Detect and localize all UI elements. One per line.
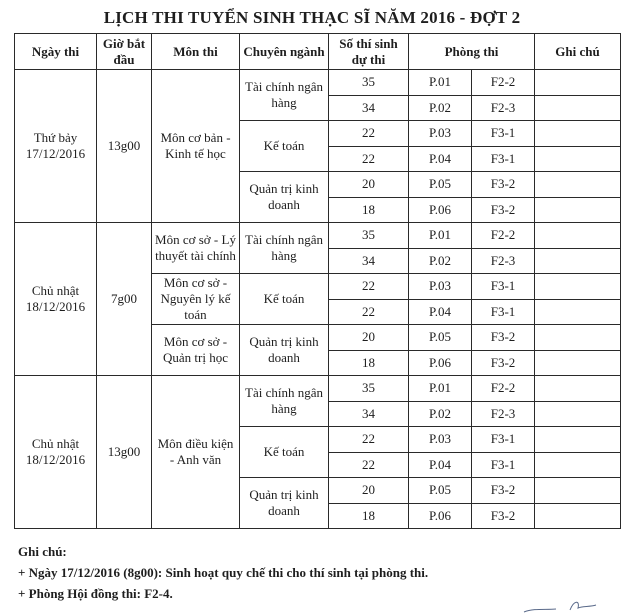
table-row [15, 376, 621, 402]
candidate-count: 18 [329, 350, 409, 376]
header-room: Phòng thi [409, 34, 535, 70]
candidate-count: 22 [329, 146, 409, 172]
note-cell [535, 452, 621, 478]
room-code: P.02 [409, 401, 472, 427]
major-name: Kế toán [240, 427, 329, 478]
candidate-count: 22 [329, 299, 409, 325]
major-name: Quản trị kinh doanh [240, 478, 329, 529]
room-code: P.05 [409, 478, 472, 504]
exam-date: Chủ nhật 18/12/2016 [15, 223, 97, 376]
note-cell [535, 274, 621, 300]
candidate-count: 22 [329, 274, 409, 300]
start-time: 7g00 [97, 223, 152, 376]
room-code: P.03 [409, 121, 472, 147]
candidate-count: 22 [329, 427, 409, 453]
note-cell [535, 478, 621, 504]
building-code: F3-2 [472, 172, 535, 198]
room-code: P.06 [409, 503, 472, 529]
building-code: F2-2 [472, 70, 535, 96]
note-cell [535, 350, 621, 376]
room-code: P.05 [409, 172, 472, 198]
exam-date: Chủ nhật 18/12/2016 [15, 376, 97, 529]
note-cell [535, 427, 621, 453]
candidate-count: 22 [329, 452, 409, 478]
note-cell [535, 197, 621, 223]
note-cell [535, 503, 621, 529]
major-name: Tài chính ngân hàng [240, 223, 329, 274]
building-code: F2-3 [472, 95, 535, 121]
note-cell [535, 376, 621, 402]
exam-subject: Môn điều kiện - Anh văn [152, 376, 240, 529]
candidate-count: 35 [329, 223, 409, 249]
major-name: Quản trị kinh doanh [240, 325, 329, 376]
room-code: P.06 [409, 197, 472, 223]
candidate-count: 34 [329, 401, 409, 427]
note-cell [535, 146, 621, 172]
note-cell [535, 172, 621, 198]
room-code: P.02 [409, 95, 472, 121]
candidate-count: 22 [329, 121, 409, 147]
building-code: F3-2 [472, 503, 535, 529]
candidate-count: 18 [329, 197, 409, 223]
building-code: F3-1 [472, 427, 535, 453]
note-cell [535, 95, 621, 121]
candidate-count: 20 [329, 478, 409, 504]
page-title: LỊCH THI TUYỂN SINH THẠC SĨ NĂM 2016 - ĐỢT 2 [103, 8, 521, 27]
building-code: F3-1 [472, 299, 535, 325]
building-code: F2-3 [472, 248, 535, 274]
candidate-count: 20 [329, 172, 409, 198]
room-code: P.06 [409, 350, 472, 376]
note-cell [535, 70, 621, 96]
building-code: F3-2 [472, 325, 535, 351]
table-row [15, 223, 621, 249]
major-name: Quản trị kinh doanh [240, 172, 329, 223]
exam-date: Thứ bảy 17/12/2016 [15, 70, 97, 223]
building-code: F3-2 [472, 197, 535, 223]
building-code: F2-2 [472, 223, 535, 249]
building-code: F3-1 [472, 274, 535, 300]
candidate-count: 35 [329, 376, 409, 402]
note-cell [535, 121, 621, 147]
header-count: Số thí sinh dự thi [329, 34, 409, 70]
header-note: Ghi chú [535, 34, 621, 70]
room-code: P.01 [409, 223, 472, 249]
building-code: F3-1 [472, 121, 535, 147]
building-code: F3-2 [472, 478, 535, 504]
note-item: + Ngày 17/12/2016 (8g00): Sinh hoạt quy chế thi cho thí sinh tại phòng thi. [18, 565, 429, 580]
candidate-count: 20 [329, 325, 409, 351]
building-code: F3-1 [472, 452, 535, 478]
note-item: + Phòng Hội đồng thi: F2-4. [18, 586, 173, 601]
building-code: F3-2 [472, 350, 535, 376]
note-cell [535, 325, 621, 351]
header-subject: Môn thi [152, 34, 240, 70]
notes-heading: Ghi chú: [18, 544, 67, 559]
room-code: P.04 [409, 452, 472, 478]
notes-section [18, 541, 618, 604]
note-cell [535, 223, 621, 249]
header-time: Giờ bắt đầu [97, 34, 152, 70]
candidate-count: 34 [329, 248, 409, 274]
building-code: F2-3 [472, 401, 535, 427]
exam-subject: Môn cơ sở - Quản trị học [152, 325, 240, 376]
room-code: P.03 [409, 274, 472, 300]
room-code: P.05 [409, 325, 472, 351]
start-time: 13g00 [97, 376, 152, 529]
handwriting-mark [520, 598, 600, 614]
candidate-count: 34 [329, 95, 409, 121]
major-name: Kế toán [240, 121, 329, 172]
header-row [15, 34, 621, 70]
room-code: P.01 [409, 376, 472, 402]
exam-subject: Môn cơ bản - Kinh tế học [152, 70, 240, 223]
building-code: F2-2 [472, 376, 535, 402]
note-cell [535, 299, 621, 325]
candidate-count: 18 [329, 503, 409, 529]
major-name: Tài chính ngân hàng [240, 70, 329, 121]
major-name: Tài chính ngân hàng [240, 376, 329, 427]
exam-schedule-table [14, 33, 621, 529]
note-cell [535, 401, 621, 427]
candidate-count: 35 [329, 70, 409, 96]
room-code: P.03 [409, 427, 472, 453]
major-name: Kế toán [240, 274, 329, 325]
table-row [15, 70, 621, 96]
room-code: P.04 [409, 146, 472, 172]
note-cell [535, 248, 621, 274]
room-code: P.02 [409, 248, 472, 274]
exam-subject: Môn cơ sở - Lý thuyết tài chính [152, 223, 240, 274]
header-major: Chuyên ngành [240, 34, 329, 70]
building-code: F3-1 [472, 146, 535, 172]
start-time: 13g00 [97, 70, 152, 223]
exam-subject: Môn cơ sở - Nguyên lý kế toán [152, 274, 240, 325]
room-code: P.04 [409, 299, 472, 325]
header-date: Ngày thi [15, 34, 97, 70]
room-code: P.01 [409, 70, 472, 96]
